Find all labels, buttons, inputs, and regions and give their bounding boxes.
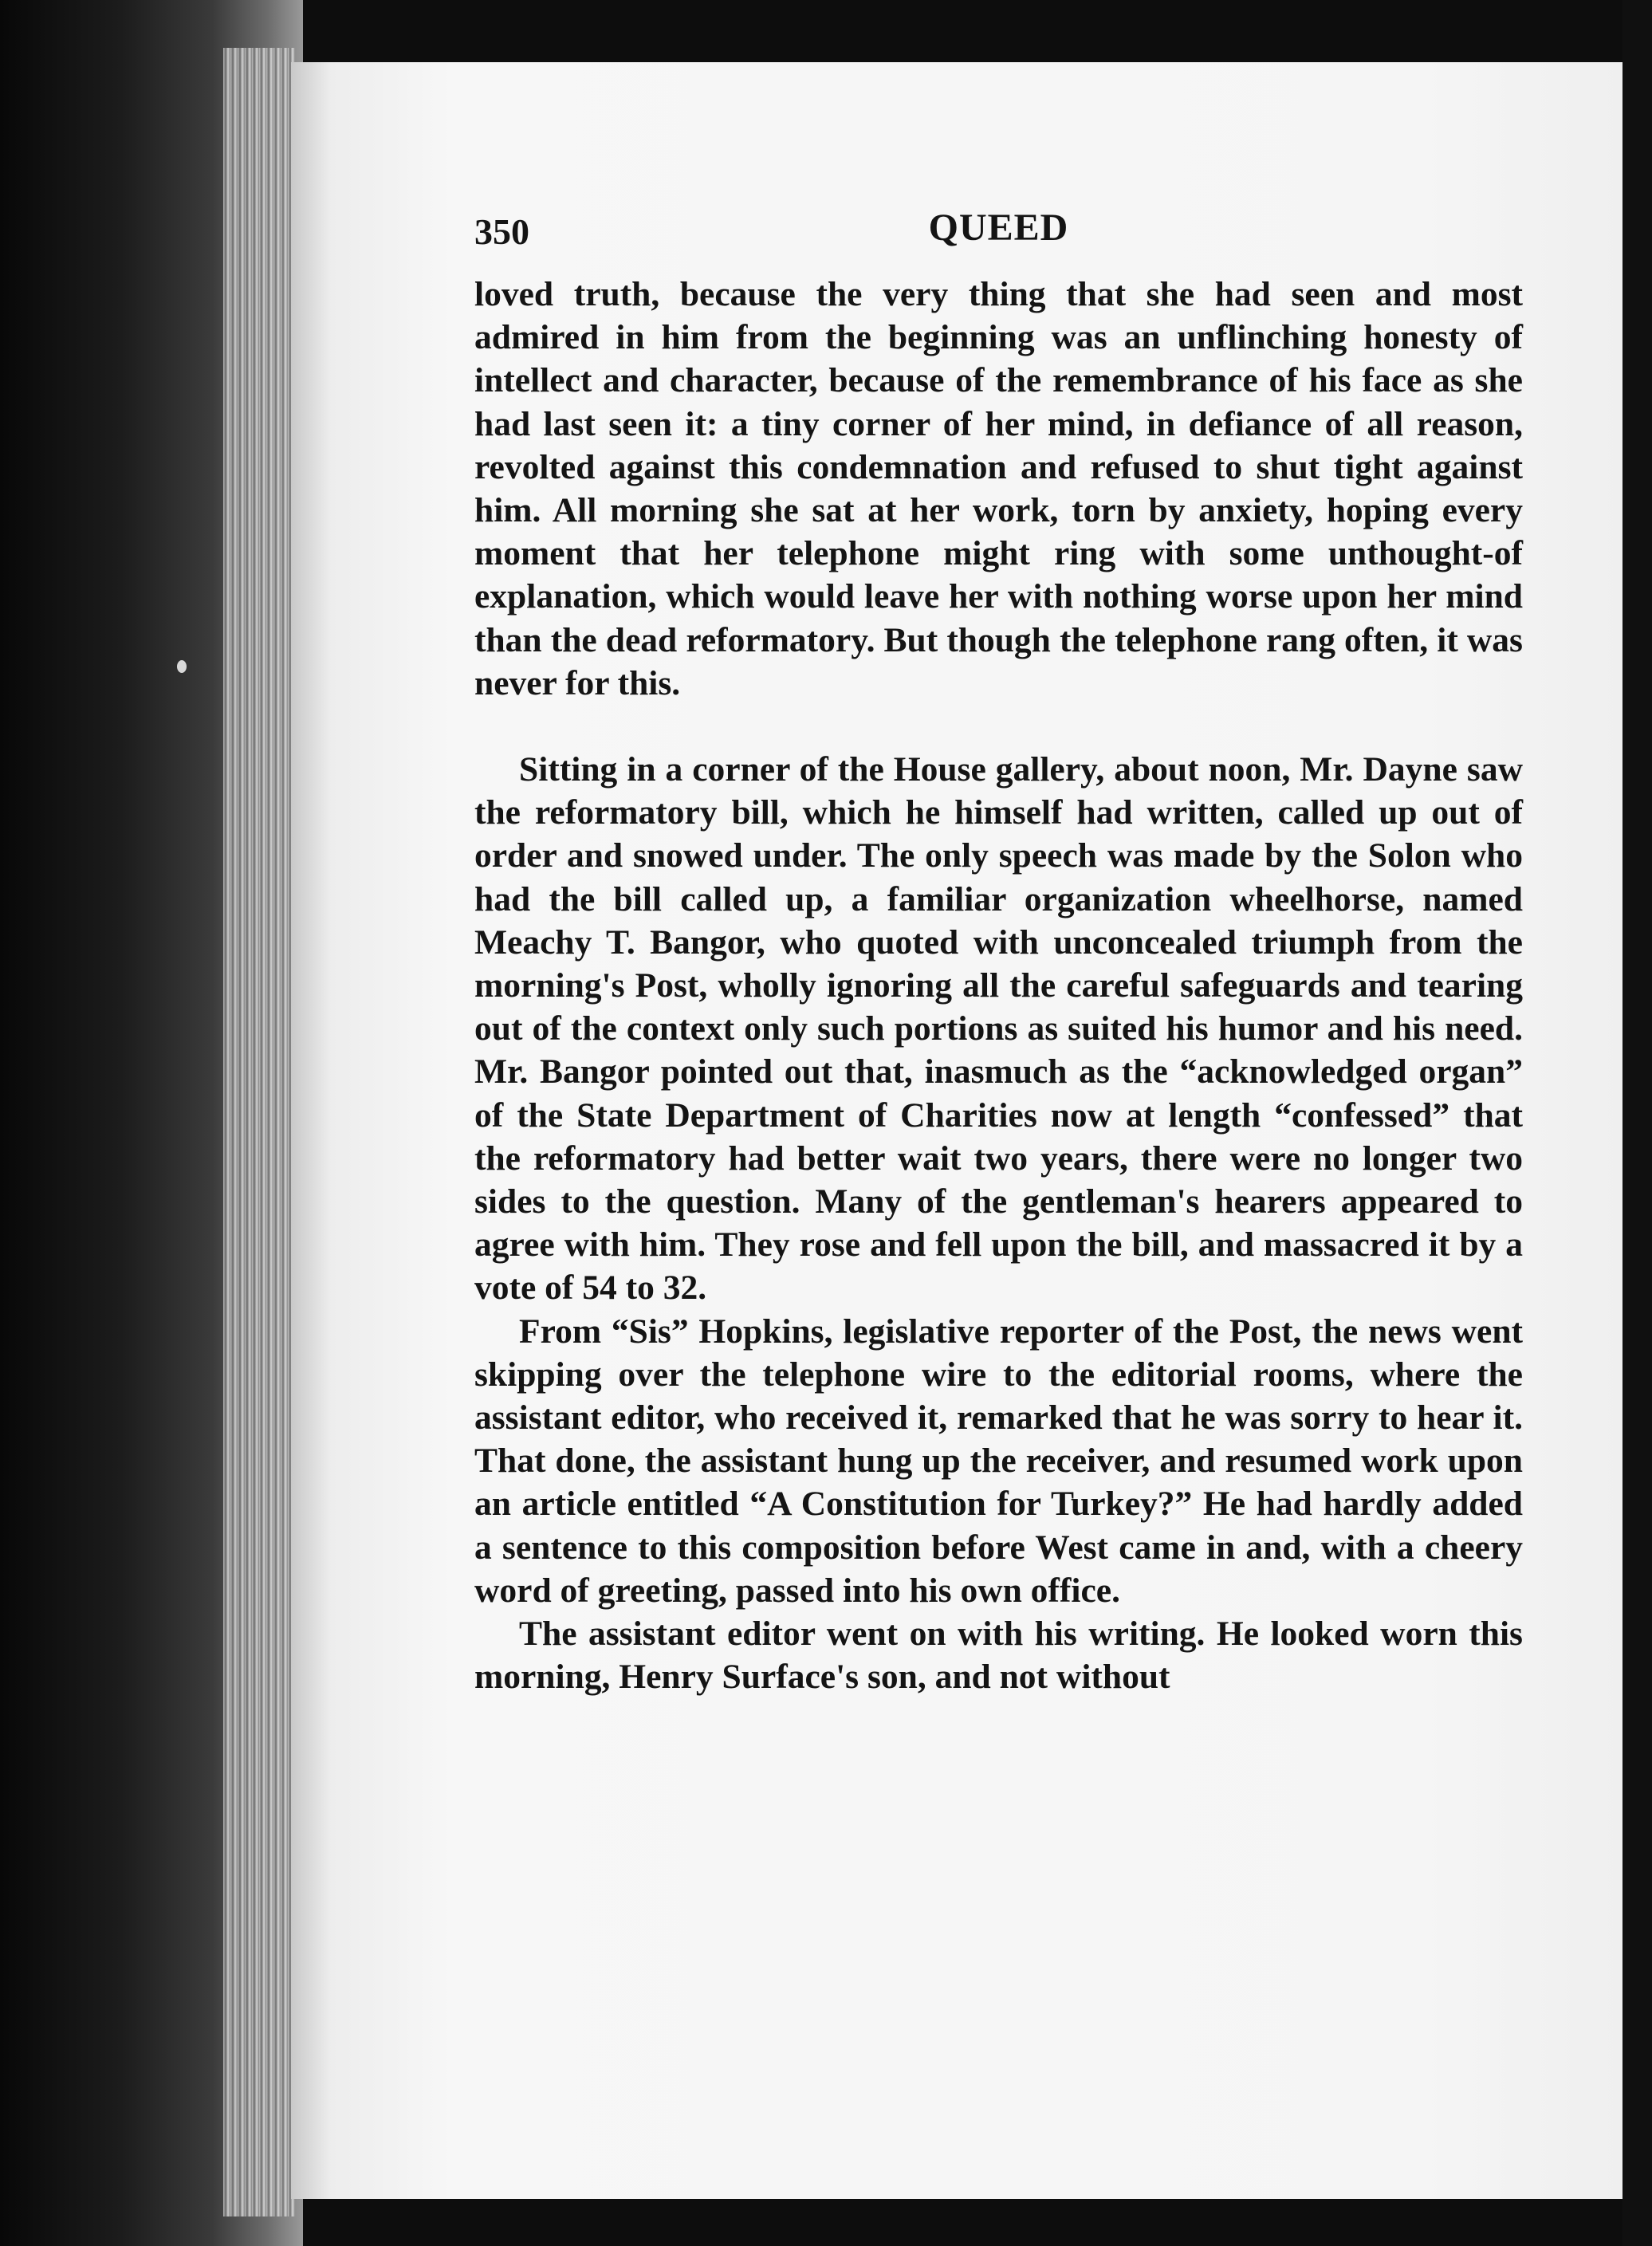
paragraph-4: The assistant editor went on with his writing. He looked worn this morning, Henry Surface's son, and not without	[474, 1615, 1523, 1697]
page-edges	[223, 48, 295, 2216]
paragraph-3: From “Sis” Hopkins, legislative reporter of the Post, the news went skipping over the telephone wire to the editorial rooms, where the assistant editor, who received it, remarked that he was sorry to hear it. That done, the assistant hung up the receiver, and resumed work upon an article entitled “A Constitution for Turkey?” He had hardly added a sentence to this composition before West came in and, with a cheery word of greeting, passed into his own office.	[474, 1312, 1523, 1610]
page-content	[474, 206, 1523, 1699]
running-title: QUEED	[928, 207, 1069, 249]
page-number: 350	[474, 211, 529, 252]
paragraph-1: loved truth, because the very thing that she had seen and most admired in him from the beginning was an unflinching honesty of intellect and character, because of the remembrance of his face as she had last seen it: a tiny corner of her mind, in defiance of all reason, revolted against this condemnation and refused to shut tight against him. All morning she sat at her work, torn by anxiety, hoping every moment that her telephone might ring with some unthought-of explanation, which would leave her with nothing worse upon her mind than the dead reformatory. But though the telephone rang often, it was never for this.	[474, 275, 1523, 702]
paragraph-2: Sitting in a corner of the House gallery, about noon, Mr. Dayne saw the reformatory bill, which he himself had written, called up out of order and snowed under. The only speech was made by the Solon who had the bill called up, a familiar organization wheelhorse, named Meachy T. Bangor, who quoted with unconcealed triumph from the morning's Post, wholly ignoring all the careful safeguards and tearing out of the context only such portions as suited his humor and his need. Mr. Bangor pointed out that, inasmuch as the “acknowledged organ” of the State Department of Charities now at length “confessed” that the reformatory had better wait two years, there were no longer two sides to the question. Many of the gentleman's hearers appeared to agree with him. They rose and fell upon the bill, and massacred it by a vote of 54 to 32.	[474, 750, 1523, 1308]
scan-speck	[177, 660, 187, 673]
page-header	[474, 206, 1523, 263]
scan-right-border	[1622, 0, 1652, 2246]
